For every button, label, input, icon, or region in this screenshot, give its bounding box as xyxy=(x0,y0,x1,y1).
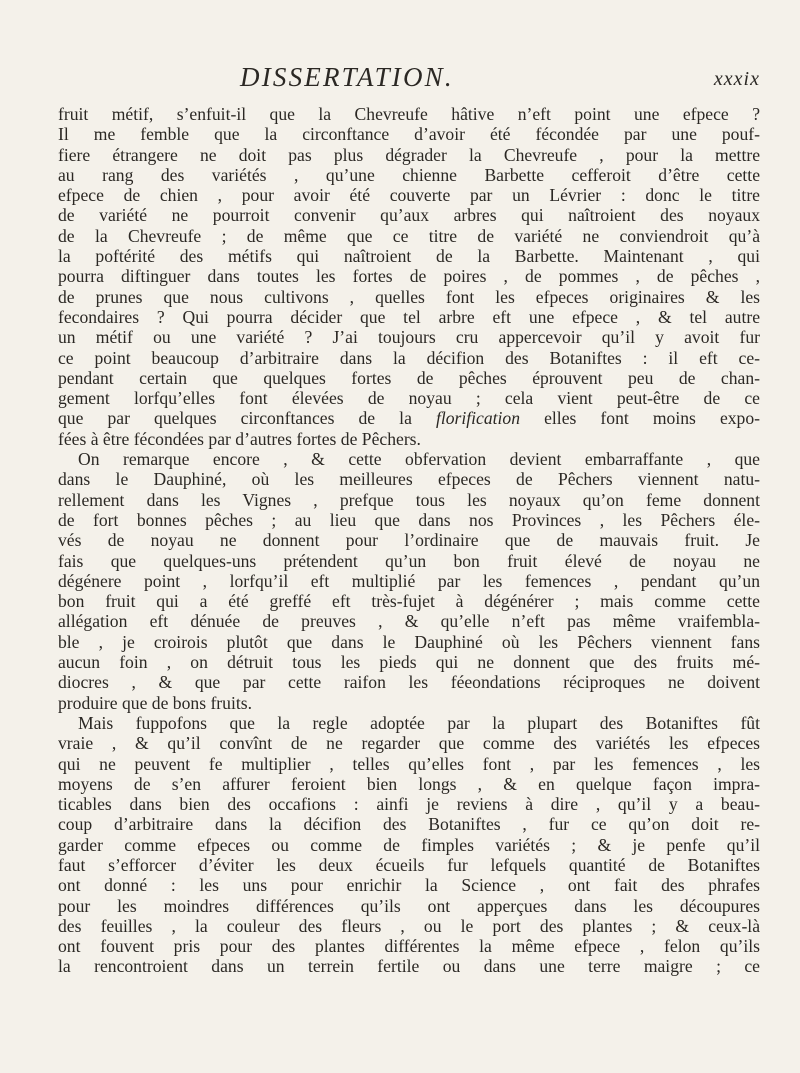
text-line: rellement dans les Vignes , prefque tous les noyaux qu’on feme donnent xyxy=(58,489,760,510)
text-line: ont donné : les uns pour enrichir la Science , ont fait des phrafes xyxy=(58,875,760,896)
text-line: fiere étrangere ne doit pas plus dégrader la Chevreufe , pour la mettre xyxy=(58,144,760,165)
text-line: qui ne peuvent fe multiplier , telles qu’elles font , par les femences , les xyxy=(58,753,760,774)
text-line: ble , je croirois plutôt que dans le Dauphiné où les Pêchers viennent fans xyxy=(58,631,760,652)
text-line: pour les moindres différences qu’ils ont apperçues dans les découpures xyxy=(58,895,760,916)
text-line: au rang des variétés , qu’une chienne Barbette cefferoit d’être cette xyxy=(58,164,760,185)
page-number: xxxix xyxy=(713,68,760,90)
text-line: Mais fuppofons que la regle adoptée par la plupart des Botaniftes fût xyxy=(78,712,760,733)
text-line: fées à être fécondées par d’autres fortes de Pêchers. xyxy=(58,428,421,449)
text-line: de prunes que nous cultivons , quelles font les efpeces originaires & les xyxy=(58,286,760,307)
text-line: dans le Dauphiné, où les meilleures efpeces de Pêchers viennent natu- xyxy=(58,469,760,490)
text-line: garder comme efpeces ou comme de fimples variétés ; & je penfe qu’il xyxy=(58,834,760,855)
running-head xyxy=(100,62,760,98)
text-line: la rencontroient dans un terrein fertile ou dans une terre maigre ; ce xyxy=(58,956,760,977)
text-line: aucun foin , on détruit tous les pieds qui ne donnent que des fruits mé- xyxy=(58,652,760,673)
text-line: moyens de s’en affurer feroient bien longs , & en quelque façon impra- xyxy=(58,773,760,794)
italic-term: florification xyxy=(435,408,521,429)
running-title: DISSERTATION. xyxy=(240,62,454,92)
text-line: Il me femble que la circonftance d’avoir été fécondée par une pouf- xyxy=(58,124,760,145)
text-line: produire que de bons fruits. xyxy=(58,692,252,713)
text-line: gement lorfqu’elles font élevées de noyau ; cela vient peut-être de ce xyxy=(58,388,760,409)
text-line: efpece de chien , pour avoir été couverte par un Lévrier : donc le titre xyxy=(58,185,760,206)
text-line: coup d’arbitraire dans la décifion des Botaniftes , fur ce qu’on doit re- xyxy=(58,814,760,835)
text-line: fecondaires ? Qui pourra décider que tel arbre eft une efpece , & tel autre xyxy=(58,306,760,327)
text-line: de variété ne pourroit convenir qu’aux arbres qui naîtroient des noyaux xyxy=(58,205,760,226)
text-line: des feuilles , la couleur des fleurs , ou le port des plantes ; & ceux-là xyxy=(58,915,760,936)
text-line: diocres , & que par cette raifon les féeondations réciproques ne doivent xyxy=(58,672,760,693)
text-line: bon fruit qui a été greffé eft très-fujet à dégénérer ; mais comme cette xyxy=(58,591,760,612)
text-line: de la Chevreufe ; de même que ce titre de variété ne conviendroit qu’à xyxy=(58,225,760,246)
body-text xyxy=(58,104,760,977)
text-line: fruit métif, s’enfuit-il que la Chevreufe hâtive n’eft point une efpece ? xyxy=(58,104,760,124)
text-line: vés de noyau ne donnent pour l’ordinaire que de mauvais fruit. Je xyxy=(58,530,760,551)
text-line: allégation eft dénuée de preuves , & qu’elle n’eft pas même vraifembla- xyxy=(58,611,760,632)
text-line: On remarque encore , & cette obfervation devient embarraffante , que xyxy=(78,449,760,470)
text-line: ont fouvent pris pour des plantes différentes la même efpece , felon qu’ils xyxy=(58,936,760,957)
text-line: fais que quelques-uns prétendent qu’un bon fruit élevé de noyau ne xyxy=(58,550,760,571)
text-line: pourra diftinguer dans toutes les fortes de poires , de pommes , de pêches , xyxy=(58,266,760,287)
text-line: faut s’efforcer d’éviter les deux écueils fur lefquels quantité de Botaniftes xyxy=(58,854,760,875)
text-line: la poftérité des métifs qui naîtroient de la Barbette. Maintenant , qui xyxy=(58,246,760,267)
text-line: dégénere point , lorfqu’il eft multiplié par les femences , pendant qu’un xyxy=(58,570,760,591)
text-line: de fort bonnes pêches ; au lieu que dans nos Provinces , les Pêchers éle- xyxy=(58,509,760,530)
text-line: vraie , & qu’il convînt de ne regarder que comme des variétés les efpeces xyxy=(58,733,760,754)
text-line: ce point beaucoup d’arbitraire dans la décifion des Botaniftes : il eft ce- xyxy=(58,347,760,368)
text-line: ticables dans bien des occafions : ainfi je reviens à dire , qu’il y a beau- xyxy=(58,794,760,815)
text-line: un métif ou une variété ? J’ai toujours cru appercevoir qu’il y avoit fur xyxy=(58,327,760,348)
text-line: pendant certain que quelques fortes de pêches éprouvent peu de chan- xyxy=(58,367,760,388)
text-line: que par quelques circonftances de la florification elles font moins expo- xyxy=(58,408,760,429)
